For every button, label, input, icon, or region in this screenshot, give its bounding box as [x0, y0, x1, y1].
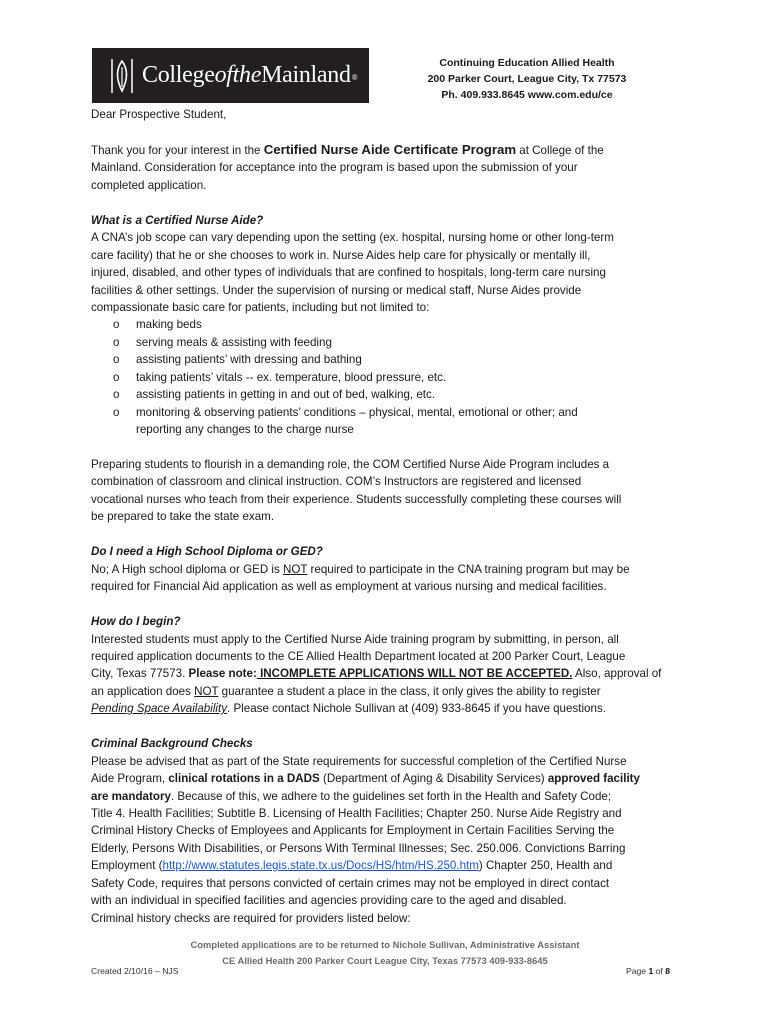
duties-list	[91, 316, 683, 438]
list-item: o assisting patients’ with dressing and bathing	[113, 353, 362, 367]
department-contact: Ph. 409.933.8645 www.com.edu/ce	[441, 89, 613, 101]
department-name: Continuing Education Allied Health	[439, 57, 615, 69]
list-item: o making beds	[113, 318, 202, 332]
diploma-paragraph: No; A High school diploma or GED is NOT required to participate in the CNA training program but may be required for Financial Aid application as well as employment at various nursing and medical facilities.	[91, 562, 630, 594]
footer-address: CE Allied Health 200 Parker Court League City, Texas 77573 409-933-8645	[222, 955, 548, 966]
diploma-heading: Do I need a High School Diploma or GED?	[91, 545, 323, 559]
logo-wordmark: CollegeoftheMainland®	[142, 62, 358, 88]
how-to-begin-paragraph: Interested students must apply to the Certified Nurse Aide training program by submitting, in person, all required application documents to the CE Allied Health Department located at 200 Parker Court, League City, Texas 77573. Please note: INCOMPLETE APPLICATIONS WILL NOT BE ACCEPTED. Also, approval of an application does NOT guarantee a student a place in the class, it only gives the ability to register Pending Space Availability. Please contact Nichole Sullivan at (409) 933-8645 if you have questions.	[91, 632, 662, 716]
list-item: o assisting patients in getting in and out of bed, walking, etc.	[113, 388, 436, 402]
footer-return-note: Completed applications are to be returned to Nichole Sullivan, Administrative Assistant	[190, 939, 580, 950]
list-item: o monitoring & observing patients’ conditions – physical, mental, emotional or other; and reporting any changes to the charge nurse	[113, 405, 578, 437]
letter-body	[91, 106, 683, 927]
what-is-cna-heading: What is a Certified Nurse Aide?	[91, 213, 264, 227]
page-number: Page 1 of 8	[626, 966, 670, 976]
program-description-paragraph: Preparing students to flourish in a demanding role, the COM Certified Nurse Aide Program includes a combination of classroom and clinical instruction. COM’s Instructors are registered and licensed vocational nurses who teach from their experience. Students successfully completing these courses will be prepared to take the state exam.	[91, 458, 622, 524]
incomplete-warning: INCOMPLETE APPLICATIONS WILL NOT BE ACCEPTED.	[256, 667, 573, 681]
created-note: Created 2/10/16 – NJS	[91, 966, 179, 976]
criminal-checks-paragraph: Please be advised that as part of the State requirements for successful completion of the Certified Nurse Aide Program, clinical rotations in a DADS (Department of Aging & Disability Services) approved facility are mandatory. Because of this, we adhere to the guidelines set forth in the Health and Safety Code; Title 4. Health Facilities; Subtitle B. Licensing of Health Facilities; Chapter 250. Nurse Aide Registry and Criminal History Checks of Employees and Applicants for Employment in Certain Facilities Serving the Elderly, Persons With Disabilities, or Persons With Terminal Illnesses; Sec. 250.006. Convictions Barring Employment (http://www.statutes.legis.state.tx.us/Docs/HS/htm/HS.250.htm) Chapter 250, Health and Safety Code, requires that persons convicted of certain crimes may not be employed in direct contact with an individual in specified facilities and agencies providing care to the aged and disabled. Criminal history checks are required for providers listed below:	[91, 754, 640, 925]
page-footer	[0, 937, 770, 969]
program-name: Certified Nurse Aide Certificate Program	[263, 141, 517, 157]
what-is-cna-paragraph: A CNA’s job scope can vary depending upon the setting (ex. hospital, nursing home or other long-term care facility) that he or she chooses to work in. Nurse Aides help care for physically or mentally ill, injured, disabled, and other types of individuals that are confined to hospitals, long-term care nursing facilities & other settings. Under the supervision of nursing or medical staff, Nurse Aides provide compassionate basic care for patients, including but not limited to:	[91, 231, 614, 314]
college-logo	[92, 48, 369, 103]
criminal-checks-heading: Criminal Background Checks	[91, 737, 253, 751]
intro-paragraph: Thank you for your interest in the Certified Nurse Aide Certificate Program at College of the Mainland. Consideration for acceptance into the program is based upon the submission of your completed application.	[91, 141, 604, 192]
department-address: 200 Parker Court, League City, Tx 77573	[427, 73, 627, 85]
list-item: o serving meals & assisting with feeding	[113, 335, 332, 349]
department-header	[392, 55, 662, 103]
statute-link[interactable]: http://www.statutes.legis.state.tx.us/Docs/HS/htm/HS.250.htm	[162, 859, 479, 873]
college-crest-icon	[108, 55, 136, 97]
salutation: Dear Prospective Student,	[91, 108, 227, 121]
how-to-begin-heading: How do I begin?	[91, 615, 181, 629]
list-item: o taking patients’ vitals -- ex. temperature, blood pressure, etc.	[113, 370, 447, 384]
